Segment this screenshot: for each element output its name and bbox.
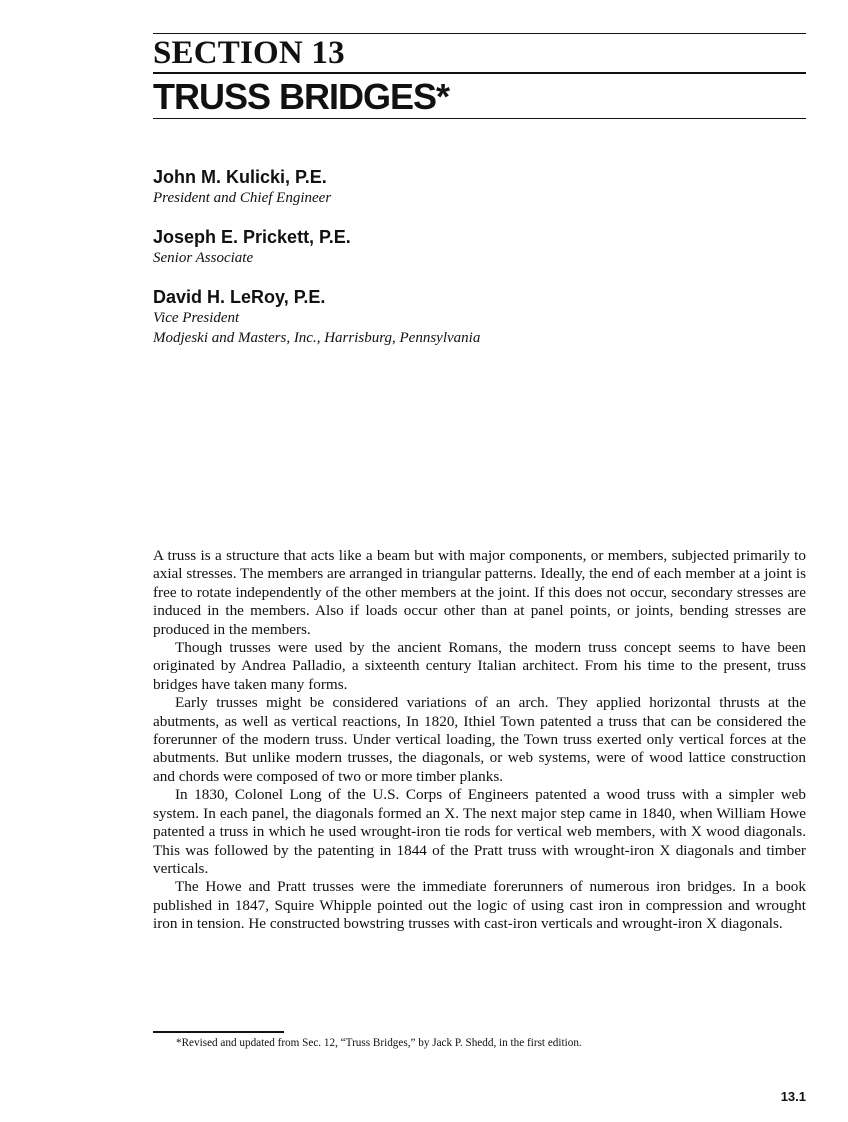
footnote-rule	[153, 1031, 284, 1033]
author-affiliation: Modjeski and Masters, Inc., Harrisburg, Pennsylvania	[153, 330, 481, 346]
body-paragraph-2: Though trusses were used by the ancient Romans, the modern truss concept seems to have been originated by Andrea Palladio, a sixteenth century Italian architect. From his time to the present, truss bridges have taken many forms.	[153, 639, 806, 693]
author-role-3: Vice President	[153, 310, 240, 326]
header-rule-middle	[153, 72, 806, 74]
author-name-1: John M. Kulicki, P.E.	[153, 167, 327, 187]
header-rule-top	[153, 33, 806, 34]
page-title: TRUSS BRIDGES*	[153, 76, 450, 117]
author-name-2: Joseph E. Prickett, P.E.	[153, 227, 351, 247]
body-text	[153, 547, 806, 934]
body-paragraph-1: A truss is a structure that acts like a beam but with major components, or members, subjected primarily to axial stresses. The members are arranged in triangular patterns. Ideally, the end of each member at a joint is free to rotate independently of the other members at the joint. If this does not occur, secondary stresses are induced in the members. Also if loads occur other than at panel points, or joints, bending stresses are produced in the members.	[153, 547, 806, 638]
page-number: 13.1	[780, 1089, 806, 1104]
section-label: SECTION 13	[153, 35, 345, 71]
body-paragraph-3: Early trusses might be considered variations of an arch. They applied horizontal thrusts at the abutments, as well as vertical reactions, In 1820, Ithiel Town patented a truss that can be considered the forerunner of the modern truss. Under vertical loading, the Town truss exerted only vertical forces at the abutments. But unlike modern trusses, the diagonals, or web systems, were of wood lattice construction and chords were composed of two or more timber planks.	[153, 694, 806, 785]
author-role-1: President and Chief Engineer	[153, 190, 332, 206]
body-paragraph-4: In 1830, Colonel Long of the U.S. Corps of Engineers patented a wood truss with a simpler web system. In each panel, the diagonals formed an X. The next major step came in 1840, when William Howe patented a truss in which he used wrought-iron tie rods for vertical web members, with X wood diagonals. This was followed by the patenting in 1844 of the Pratt truss with wrought-iron X diagonals and timber verticals.	[153, 786, 806, 877]
header-rule-bottom	[153, 118, 806, 119]
footnote: *Revised and updated from Sec. 12, “Truss Bridges,” by Jack P. Shedd, in the first edition.	[176, 1037, 582, 1049]
body-paragraph-5: The Howe and Pratt trusses were the immediate forerunners of numerous iron bridges. In a book published in 1847, Squire Whipple pointed out the logic of using cast iron in compression and wrought iron in tension. He constructed bowstring trusses with cast-iron verticals and wrought-iron X diagonals.	[153, 878, 806, 933]
author-name-3: David H. LeRoy, P.E.	[153, 287, 326, 307]
author-role-2: Senior Associate	[153, 250, 254, 266]
